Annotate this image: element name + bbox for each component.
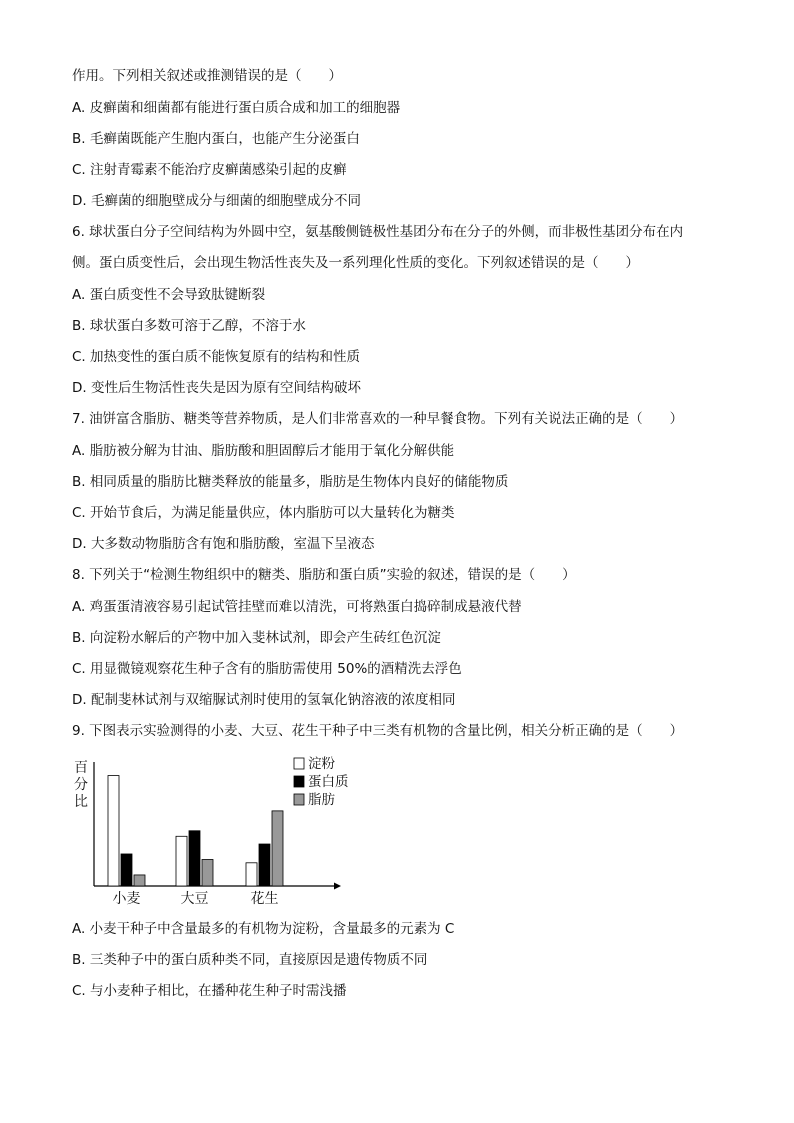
q8-option-b: B. 向淀粉水解后的产物中加入斐林试剂，即会产生砖红色沉淀: [72, 630, 441, 646]
bars-group: [108, 776, 283, 886]
y-label-char: 比: [74, 794, 88, 810]
question-5-stem-end: 作用。下列相关叙述或推测错误的是（ ）: [72, 68, 342, 84]
legend-label-蛋白质: 蛋白质: [308, 774, 349, 790]
q9-option-c: C. 与小麦种子相比，在播种花生种子时需浅播: [72, 983, 347, 999]
bar-花生-脂肪: [272, 811, 283, 886]
question-7-stem: 7. 油饼富含脂肪、糖类等营养物质，是人们非常喜欢的一种早餐食物。下列有关说法正确的是（ ）: [72, 411, 684, 427]
legend-label-脂肪: 脂肪: [308, 792, 335, 808]
question-6-stem-1: 6. 球状蛋白分子空间结构为外圆中空，氨基酸侧链极性基团分布在分子的外侧，而非极性基团分布在内: [72, 224, 684, 240]
q7-option-c: C. 开始节食后，为满足能量供应，体内脂肪可以大量转化为糖类: [72, 505, 455, 521]
legend-swatch-蛋白质: [294, 776, 304, 787]
x-tick-label: 小麦: [112, 891, 141, 907]
q8-option-c: C. 用显微镜观察花生种子含有的脂肪需使用 50%的酒精洗去浮色: [72, 661, 462, 677]
question-6-stem-2: 侧。蛋白质变性后，会出现生物活性丧失及一系列理化性质的变化。下列叙述错误的是（ ）: [72, 255, 639, 271]
q5-option-c: C. 注射青霉素不能治疗皮癣菌感染引起的皮癣: [72, 162, 347, 178]
bar-小麦-蛋白质: [121, 854, 132, 886]
question-9-stem: 9. 下图表示实验测得的小麦、大豆、花生干种子中三类有机物的含量比例，相关分析正确的是（ ）: [72, 723, 684, 739]
legend-swatch-脂肪: [294, 794, 304, 805]
bar-小麦-脂肪: [134, 875, 145, 886]
bar-大豆-蛋白质: [189, 831, 200, 886]
bar-大豆-淀粉: [176, 836, 187, 886]
y-label-char: 百: [74, 760, 88, 776]
q5-option-d: D. 毛癣菌的细胞壁成分与细菌的细胞壁成分不同: [72, 193, 361, 209]
legend-label-淀粉: 淀粉: [308, 756, 335, 772]
q5-option-b: B. 毛癣菌既能产生胞内蛋白，也能产生分泌蛋白: [72, 131, 360, 147]
q8-option-d: D. 配制斐林试剂与双缩脲试剂时使用的氢氧化钠溶液的浓度相同: [72, 692, 456, 708]
q6-option-c: C. 加热变性的蛋白质不能恢复原有的结构和性质: [72, 349, 361, 365]
q7-option-b: B. 相同质量的脂肪比糖类释放的能量多，脂肪是生物体内良好的储能物质: [72, 474, 509, 490]
question-8-stem: 8. 下列关于“检测生物组织中的糖类、脂肪和蛋白质”实验的叙述，错误的是（ ）: [72, 567, 576, 583]
legend: [294, 755, 349, 808]
q6-option-b: B. 球状蛋白多数可溶于乙醇，不溶于水: [72, 318, 306, 334]
legend-swatch-淀粉: [294, 758, 304, 769]
x-tick-label: 大豆: [180, 891, 209, 907]
x-tick-label: 花生: [250, 891, 279, 907]
bar-小麦-淀粉: [108, 776, 119, 886]
y-label-char: 分: [74, 777, 88, 793]
x-tick-labels: [113, 890, 279, 907]
bar-花生-蛋白质: [259, 844, 270, 886]
q5-option-a: A. 皮癣菌和细菌都有能进行蛋白质合成和加工的细胞器: [72, 100, 401, 116]
q9-option-a: A. 小麦干种子中含量最多的有机物为淀粉，含量最多的元素为 C: [72, 921, 455, 937]
organic-matter-bar-chart: [72, 752, 372, 907]
bar-花生-淀粉: [246, 863, 257, 886]
bar-大豆-脂肪: [202, 859, 213, 886]
q7-option-d: D. 大多数动物脂肪含有饱和脂肪酸，室温下呈液态: [72, 536, 375, 552]
q9-option-b: B. 三类种子中的蛋白质种类不同，直接原因是遗传物质不同: [72, 952, 428, 968]
q8-option-a: A. 鸡蛋蛋清液容易引起试管挂壁而难以清洗，可将熟蛋白捣碎制成悬液代替: [72, 599, 522, 615]
y-axis-label: [74, 760, 88, 810]
q6-option-d: D. 变性后生物活性丧失是因为原有空间结构破坏: [72, 380, 361, 396]
x-axis-arrow: [334, 883, 341, 890]
q6-option-a: A. 蛋白质变性不会导致肽键断裂: [72, 287, 266, 303]
q7-option-a: A. 脂肪被分解为甘油、脂肪酸和胆固醇后才能用于氧化分解供能: [72, 443, 455, 459]
